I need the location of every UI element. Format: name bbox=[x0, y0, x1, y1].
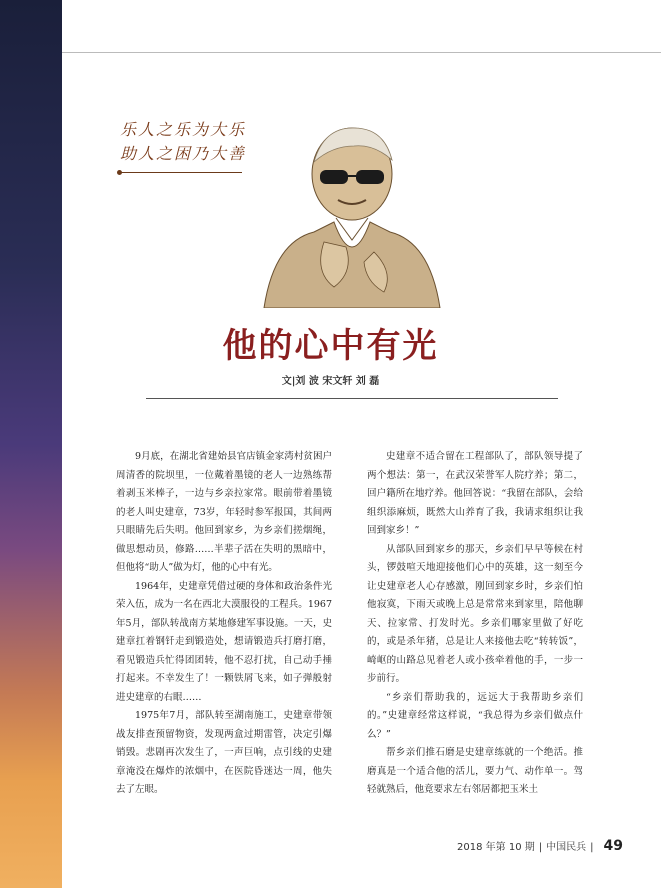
article-column-right bbox=[367, 448, 583, 800]
article-title: 他的心中有光 bbox=[222, 326, 439, 366]
paragraph: “乡亲们帮助我的，远远大于我帮助乡亲们的。”史建章经常这样说，“我总得为乡亲们做点什么？” bbox=[367, 691, 583, 740]
paragraph: 1964年，史建章凭借过硬的身体和政治条件光荣入伍，成为一名在西北大漠服役的工程兵。1967年5月，部队转战南方某地修建军事设施。一天，史建章扛着钢钎走到锻造处，想请锻造兵打磨打磨，看见锻造兵忙得团团转，他不忍打扰，自己动手捶打起来。不幸发生了！一颗铁屑飞来，如子弹般射进史建章的右眼…… bbox=[116, 580, 332, 703]
paragraph: 9月底，在湖北省建始县官店镇金家湾村贫困户周清香的院坝里，一位戴着墨镜的老人一边熟练帮着剥玉米棒子，一边与乡亲拉家常。眼前带着墨镜的老人叫史建章，73岁，年轻时参军报国，其间两只眼睛先后失明。他回到家乡，为乡亲们搓烟绳，做思想动员，修路……半辈子活在失明的黑暗中，但他将“助人”做为灯，他的心中有光。 bbox=[116, 451, 332, 573]
footer-separator: | bbox=[538, 842, 543, 853]
paragraph: 从部队回到家乡的那天，乡亲们早早等候在村头，锣鼓喧天地迎接他们心中的英雄，这一刻至今让史建章老人心存感激，刚回到家乡时，乡亲们怕他寂寞，下雨天或晚上总是常常来到家里，陪他聊天、拉家常、打发时光。乡亲们哪家里做了好吃的，或是杀年猪，总是让人来接他去吃“转转饭”，崎岖的山路总见着老人或小孩牵着他的手，一步一步前行。 bbox=[367, 543, 583, 684]
motto-line-2: 助人之困乃大善 bbox=[120, 144, 247, 163]
bullet-dot-icon bbox=[117, 170, 122, 175]
motto-line-1: 乐人之乐为大乐 bbox=[120, 120, 247, 139]
top-divider bbox=[62, 52, 661, 53]
page-number: 49 bbox=[603, 838, 623, 854]
byline-divider bbox=[146, 398, 558, 399]
motto bbox=[120, 118, 246, 166]
paragraph: 史建章不适合留在工程部队了，部队领导提了两个想法：第一，在武汉荣誉军人院疗养；第二，回户籍所在地疗养。他回答说：“我留在部队，会给组织添麻烦，既然大山养育了我，我请求组织让我回到家乡！” bbox=[367, 451, 583, 536]
issue-label: 2018 年第 10 期 bbox=[457, 842, 535, 853]
page-footer bbox=[457, 838, 623, 854]
paragraph: 1975年7月，部队转至湖南施工，史建章带领战友排查预留物资，发现两盒过期雷管，决定引爆销毁。悲剧再次发生了，一声巨响，点引线的史建章淹没在爆炸的浓烟中，在医院昏迷达一周，他失去了左眼。 bbox=[116, 710, 332, 795]
article-byline: 文|刘 波 宋文轩 刘 磊 bbox=[281, 376, 380, 387]
left-color-bar bbox=[0, 0, 62, 888]
magazine-name: 中国民兵 bbox=[546, 842, 587, 853]
paragraph: 帮乡亲们推石磨是史建章练就的一个绝活。推磨真是一个适合他的活儿，要力气、动作单一。驾轻就熟后，他竟要求左右邻居都把玉米土 bbox=[367, 747, 583, 795]
motto-underline bbox=[120, 172, 242, 173]
article-column-left bbox=[116, 448, 332, 800]
footer-separator: | bbox=[590, 842, 594, 853]
portrait-illustration bbox=[254, 122, 450, 308]
